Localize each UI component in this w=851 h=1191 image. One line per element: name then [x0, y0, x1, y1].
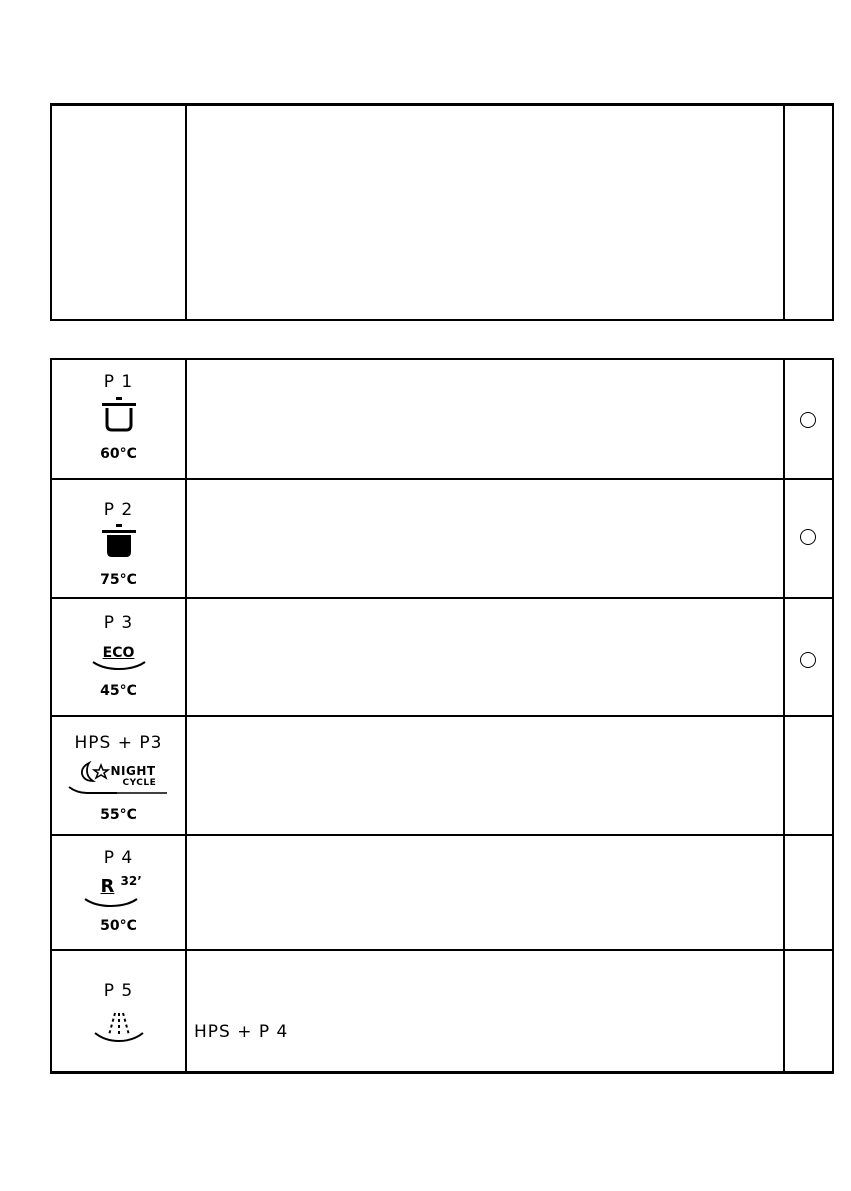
spray-icon [91, 1009, 147, 1045]
rapid-icon [81, 876, 157, 908]
wave-icon [67, 781, 171, 795]
program-temp: 60°C [100, 446, 137, 462]
pot-filled-icon [99, 524, 139, 560]
eco-icon [89, 645, 149, 673]
cycle-text: CYCLE [122, 778, 157, 788]
program-indicator-circle [800, 529, 816, 545]
program-description-text: HPS + P 4 [194, 1022, 289, 1042]
rapid-icon-duration: 32’ [120, 874, 142, 888]
program-label: P 5 [103, 981, 134, 1001]
program-label: P 4 [103, 848, 134, 868]
program-label: P 2 [103, 500, 134, 520]
program-cell-p1 [52, 360, 185, 478]
program-cell-p4 [52, 836, 185, 949]
program-indicator-circle [800, 652, 816, 668]
program-temp: 55°C [100, 807, 137, 823]
wave-icon [89, 659, 149, 671]
eco-icon-text: ECO [102, 645, 135, 661]
wave-icon [81, 896, 141, 908]
night-cycle-icon [67, 761, 171, 795]
program-row-p5 [52, 951, 832, 1071]
program-cell-p3 [52, 599, 185, 715]
program-row-p3 [52, 599, 832, 715]
program-temp: 75°C [100, 572, 137, 588]
header-table [50, 103, 834, 321]
program-row-hps-p3 [52, 717, 832, 834]
program-indicator-circle [800, 412, 816, 428]
rapid-icon-letter: R [100, 876, 115, 897]
night-text: NIGHT [110, 764, 156, 778]
program-label: P 1 [103, 372, 134, 392]
program-cell-p5 [52, 951, 185, 1071]
program-label: P 3 [103, 613, 134, 633]
header-divider-right [783, 106, 785, 319]
program-temp: 45°C [100, 683, 137, 699]
program-table [50, 358, 834, 1074]
program-label: HPS + P3 [74, 733, 163, 753]
header-divider-left [185, 106, 187, 319]
program-cell-hps-p3 [52, 717, 185, 834]
program-row-p2 [52, 480, 832, 597]
pot-outline-icon [99, 397, 139, 433]
program-row-p1 [52, 360, 832, 478]
program-cell-p2 [52, 480, 185, 597]
program-row-p4 [52, 836, 832, 949]
program-temp: 50°C [100, 918, 137, 934]
